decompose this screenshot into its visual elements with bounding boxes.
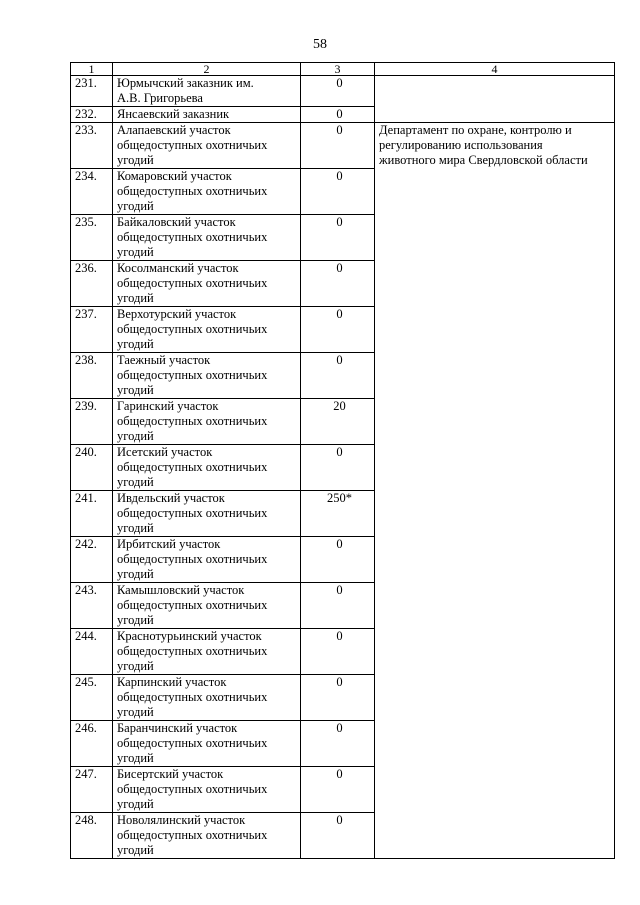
area-name-line: угодий [117,659,154,673]
row-number: 238. [71,353,113,399]
area-name-line: общедоступных охотничьих [117,828,268,842]
area-name-line: общедоступных охотничьих [117,506,268,520]
area-name-line: Гаринский участок [117,399,219,413]
area-name-line: Ивдельский участок [117,491,225,505]
area-name [113,215,301,261]
quota-value: 250* [301,491,375,537]
area-name-line: Верхотурский участок [117,307,237,321]
quota-value: 0 [301,307,375,353]
row-number: 241. [71,491,113,537]
area-name-line: угодий [117,705,154,719]
area-name [113,261,301,307]
hunting-areas-table [70,62,615,859]
area-name-line: общедоступных охотничьих [117,414,268,428]
table-row [71,76,615,107]
area-name-line: угодий [117,751,154,765]
column-header-1: 1 [71,63,113,76]
area-name [113,675,301,721]
department-line: регулированию использования [379,138,543,152]
area-name-line: общедоступных охотничьих [117,276,268,290]
quota-value: 0 [301,537,375,583]
row-number: 231. [71,76,113,107]
area-name-line: общедоступных охотничьих [117,138,268,152]
area-name-line: Таежный участок [117,353,211,367]
row-number: 240. [71,445,113,491]
area-name-line: угодий [117,337,154,351]
quota-value: 0 [301,721,375,767]
column-header-4: 4 [375,63,615,76]
area-name-line: Комаровский участок [117,169,232,183]
area-name-line: угодий [117,521,154,535]
quota-value: 0 [301,123,375,169]
area-name-line: угодий [117,245,154,259]
quota-value: 0 [301,76,375,107]
area-name-line: угодий [117,613,154,627]
row-number: 246. [71,721,113,767]
area-name [113,76,301,107]
area-name [113,353,301,399]
area-name-line: угодий [117,567,154,581]
table-body [71,76,615,859]
area-name-line: общедоступных охотничьих [117,230,268,244]
column-header-2: 2 [113,63,301,76]
area-name-line: Краснотурьинский участок [117,629,262,643]
row-number: 245. [71,675,113,721]
quota-value: 20 [301,399,375,445]
area-name-line: Байкаловский участок [117,215,236,229]
page-number: 58 [313,37,327,52]
area-name-line: общедоступных охотничьих [117,368,268,382]
area-name-line: угодий [117,797,154,811]
area-name-line: угодий [117,291,154,305]
area-name [113,399,301,445]
area-name-line: угодий [117,429,154,443]
row-number: 239. [71,399,113,445]
area-name-line: Юрмычский заказник им. [117,76,254,90]
area-name-line: Косолманский участок [117,261,239,275]
area-name-line: общедоступных охотничьих [117,598,268,612]
row-number: 233. [71,123,113,169]
responsible-department [375,123,615,859]
quota-value: 0 [301,169,375,215]
row-number: 236. [71,261,113,307]
area-name-line: Новолялинский участок [117,813,246,827]
row-number: 247. [71,767,113,813]
area-name-line: общедоступных охотничьих [117,460,268,474]
quota-value: 0 [301,629,375,675]
table-header-row [71,63,615,76]
quota-value: 0 [301,261,375,307]
area-name-line: общедоступных охотничьих [117,184,268,198]
area-name-line: общедоступных охотничьих [117,644,268,658]
column-header-3: 3 [301,63,375,76]
quota-value: 0 [301,445,375,491]
quota-value: 0 [301,813,375,859]
area-name [113,123,301,169]
department-line: животного мира Свердловской области [379,153,588,167]
area-name [113,445,301,491]
area-name [113,107,301,123]
area-name-line: Баранчинский участок [117,721,238,735]
row-number: 243. [71,583,113,629]
area-name [113,537,301,583]
row-number: 237. [71,307,113,353]
area-name [113,721,301,767]
area-name-line: Алапаевский участок [117,123,231,137]
quota-value: 0 [301,215,375,261]
area-name-line: Бисертский участок [117,767,224,781]
area-name-line: Карпинский участок [117,675,227,689]
area-name-line: угодий [117,475,154,489]
area-name [113,307,301,353]
area-name [113,491,301,537]
area-name-line: Янсаевский заказник [117,107,230,121]
area-name-line: угодий [117,383,154,397]
area-name-line: общедоступных охотничьих [117,736,268,750]
area-name-line: Ирбитский участок [117,537,221,551]
quota-value: 0 [301,583,375,629]
row-number: 244. [71,629,113,675]
department-line: Департамент по охране, контролю и [379,123,572,137]
area-name-line: угодий [117,199,154,213]
area-name-line: Камышловский участок [117,583,245,597]
area-name [113,583,301,629]
row-number: 232. [71,107,113,123]
quota-value: 0 [301,107,375,123]
table-row [71,123,615,169]
area-name [113,629,301,675]
quota-value: 0 [301,767,375,813]
area-name-line: Исетский участок [117,445,213,459]
area-name-line: общедоступных охотничьих [117,322,268,336]
area-name-line: общедоступных охотничьих [117,782,268,796]
quota-value: 0 [301,675,375,721]
area-name [113,813,301,859]
row-number: 248. [71,813,113,859]
row-number: 234. [71,169,113,215]
quota-value: 0 [301,353,375,399]
row-number: 235. [71,215,113,261]
area-name [113,767,301,813]
area-name-line: общедоступных охотничьих [117,552,268,566]
empty-cell [375,76,615,123]
area-name [113,169,301,215]
area-name-line: общедоступных охотничьих [117,690,268,704]
area-name-line: угодий [117,843,154,857]
row-number: 242. [71,537,113,583]
area-name-line: А.В. Григорьева [117,91,203,105]
area-name-line: угодий [117,153,154,167]
